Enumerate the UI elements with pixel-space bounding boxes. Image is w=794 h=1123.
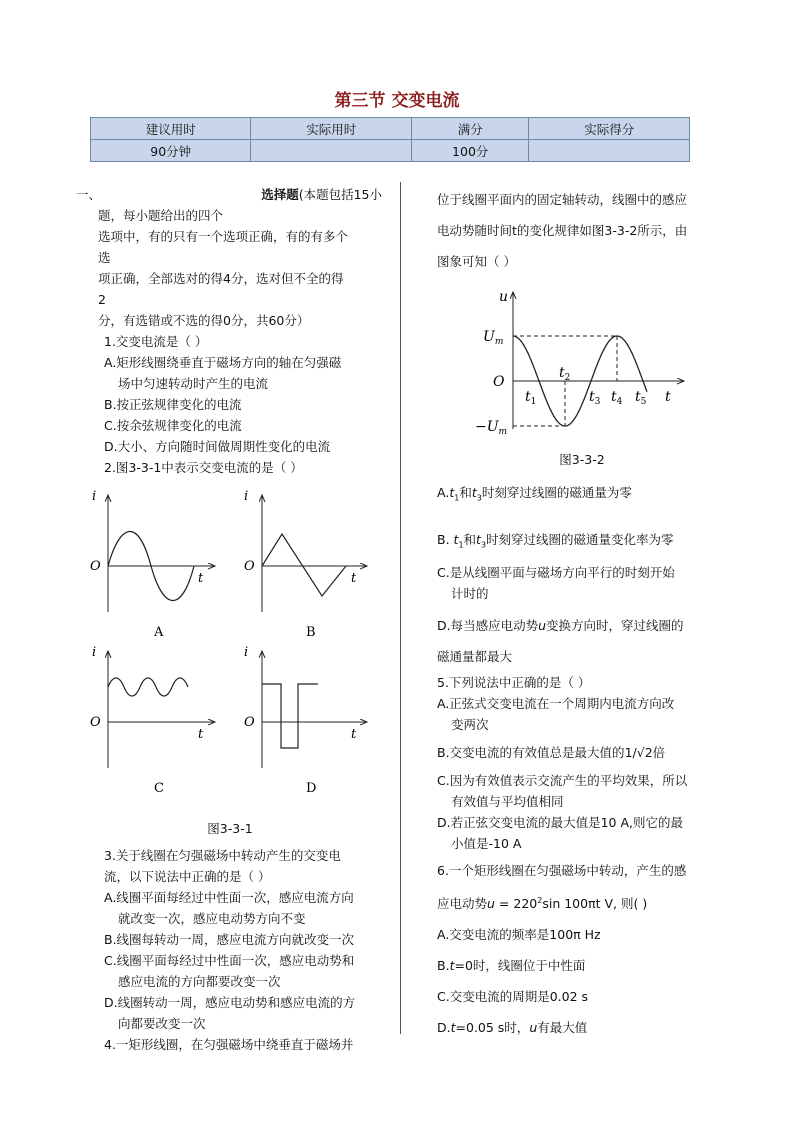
q5-option-c-1: C.因为有效值表示交流产生的平均效果，所以 <box>437 773 688 788</box>
section-title: 选择题 <box>261 187 299 202</box>
figure-3-3-2 <box>455 279 715 439</box>
q6-option-a: A.交变电流的频率是100π Hz <box>437 927 601 943</box>
graph-c-origin: O <box>90 715 101 730</box>
q3-option-c-1: C.线圈平面每经过中性面一次，感应电动势和 <box>104 953 355 968</box>
header-actual-score: 实际得分 <box>529 118 690 140</box>
fig2-t1: $t_1$ <box>525 389 537 407</box>
fig2-t3: $t_3$ <box>589 389 601 407</box>
q3-stem-2: 流，以下说法中正确的是（ ） <box>104 869 271 884</box>
q6-option-c: C.交变电流的周期是0.02 s <box>437 989 589 1005</box>
graph-d-axis-i: i <box>244 645 249 660</box>
fig2-neg-um: $-U_m$ <box>475 419 508 437</box>
fig2-axis-t: t <box>665 389 671 405</box>
q2-stem: 2.图3-3-1中表示交变电流的是（ ） <box>104 460 303 475</box>
q5-option-a-2: 变两次 <box>451 717 489 732</box>
q3-option-d-1: D.线圈转动一周，感应电动势和感应电流的方 <box>104 995 356 1010</box>
page-title: 第三节 交变电流 <box>334 91 460 111</box>
value-actual-time <box>251 140 411 162</box>
section-instruction-6: 分，有选错或不选的得0分，共60分） <box>98 313 310 328</box>
q6-option-d: D.t=0.05 s时，u有最大值 <box>437 1020 588 1036</box>
q1-option-a-1: A.矩形线圈绕垂直于磁场方向的轴在匀强磁 <box>104 355 342 370</box>
section-instruction-2: 选项中，有的只有一个选项正确，有的有多个 <box>98 229 349 244</box>
q5-option-a-1: A.正弦式交变电流在一个周期内电流方向改 <box>437 696 675 711</box>
q4-stem-4: 图象可知（ ） <box>437 254 516 269</box>
figure-3-3-1 <box>76 482 384 822</box>
q1-option-d: D.大小、方向随时间做周期性变化的电流 <box>104 439 331 454</box>
fig2-axis-u: u <box>499 289 509 305</box>
fig2-t4: $t_4$ <box>611 389 623 407</box>
q4-option-a: $A.t_1$和$t_3$时刻穿过线圈的磁通量为零 <box>437 485 632 503</box>
graph-a-label: A <box>154 625 164 640</box>
q1-option-b: B.按正弦规律变化的电流 <box>104 397 242 412</box>
graph-c <box>90 645 214 796</box>
graph-a-origin: O <box>90 559 101 574</box>
section-instruction-3: 选 <box>98 250 111 265</box>
fig2-t5: $t_5$ <box>635 389 647 407</box>
header-suggested-time: 建议用时 <box>91 118 251 140</box>
left-column <box>76 184 384 1055</box>
q3-option-c-2: 感应电流的方向都要改变一次 <box>118 974 281 989</box>
value-full-score: 100分 <box>411 140 529 162</box>
q4-stem-1: 4.一矩形线圈，在匀强磁场中绕垂直于磁场并 <box>104 1037 354 1052</box>
section-instruction-5: 2 <box>98 292 106 307</box>
q6-option-b: B.t=0时，线圈位于中性面 <box>437 958 586 974</box>
graph-d-origin: O <box>244 715 255 730</box>
q4-option-c-1: C.是从线圈平面与磁场方向平行的时刻开始 <box>437 565 675 580</box>
section-instruction-4: 项正确，全部选对的得4分，选对但不全的得 <box>98 271 344 286</box>
q4-option-d-2: 磁通量都最大 <box>437 649 513 664</box>
graph-b-axis-t: t <box>351 571 357 586</box>
header-full-score: 满分 <box>411 118 529 140</box>
info-table <box>90 117 690 162</box>
q5-option-d-1: D.若正弦交变电流的最大值是10 A,则它的最 <box>437 815 684 830</box>
q4-stem-3: 电动势随时间t的变化规律如图3-3-2所示，由 <box>437 223 688 238</box>
q1-stem: 1.交变电流是（ ） <box>104 334 208 349</box>
q3-option-a-1: A.线圈平面每经过中性面一次，感应电流方向 <box>104 890 354 905</box>
q1-option-c: C.按余弦规律变化的电流 <box>104 418 242 433</box>
value-suggested-time: 90分钟 <box>91 140 251 162</box>
graph-d-axis-t: t <box>351 727 357 742</box>
section-heading <box>76 184 384 205</box>
fig2-origin: O <box>493 374 505 390</box>
graph-b-label: B <box>306 625 316 640</box>
q4-stem-2: 位于线圈平面内的固定轴转动，线圈中的感应 <box>437 192 688 207</box>
graph-c-label: C <box>154 781 164 796</box>
graph-a-axis-t: t <box>198 571 204 586</box>
section-instruction-0: (本题包括15小 <box>298 187 382 202</box>
info-table-value-row <box>91 140 690 162</box>
q3-option-a-2: 就改变一次，感应电动势方向不变 <box>118 911 306 926</box>
fig2-t2: $t_2$ <box>559 365 571 383</box>
figure-3-3-1-caption: 图3-3-1 <box>207 821 253 836</box>
graph-c-axis-i: i <box>92 645 97 660</box>
graph-b <box>244 489 366 640</box>
graph-b-axis-i: i <box>244 489 249 504</box>
q6-stem-2: 应电动势$u = 220^2\sin$ 100πt V, 则( ) <box>437 896 648 912</box>
section-instruction-1: 题，每小题给出的四个 <box>98 208 224 223</box>
graph-a <box>90 489 214 640</box>
q3-stem-1: 3.关于线圈在匀强磁场中转动产生的交变电 <box>104 848 341 863</box>
graph-b-origin: O <box>244 559 255 574</box>
graph-c-axis-t: t <box>198 727 204 742</box>
q5-stem: 5.下列说法中正确的是（ ） <box>437 675 591 690</box>
q4-option-c-2: 计时的 <box>451 586 489 601</box>
q4-option-d-1: D.每当感应电动势u变换方向时，穿过线圈的 <box>437 618 684 633</box>
header-actual-time: 实际用时 <box>251 118 411 140</box>
column-divider <box>400 182 401 1034</box>
section-number: 一、 <box>76 187 102 202</box>
q3-option-b: B.线圈每转动一周，感应电流方向就改变一次 <box>104 932 355 947</box>
q3-option-d-2: 向都要改变一次 <box>118 1016 206 1031</box>
graph-d <box>244 645 366 796</box>
figure-3-3-2-caption: 图3-3-2 <box>559 452 605 467</box>
q5-option-b: B.交变电流的有效值总是最大值的1/√2倍 <box>437 745 666 760</box>
q1-option-a-2: 场中匀速转动时产生的电流 <box>118 376 269 391</box>
q5-option-c-2: 有效值与平均值相同 <box>451 794 564 809</box>
graph-a-axis-i: i <box>92 489 97 504</box>
q5-option-d-2: 小值是-10 A <box>451 836 522 851</box>
info-table-header-row <box>91 118 690 140</box>
right-column <box>437 184 727 1043</box>
value-actual-score <box>529 140 690 162</box>
graph-d-label: D <box>306 781 317 796</box>
fig2-um: $U_m$ <box>483 329 504 347</box>
q6-stem-1: 6.一个矩形线圈在匀强磁场中转动，产生的感 <box>437 863 687 878</box>
q4-option-b: B. $t_1$和$t_3$时刻穿过线圈的磁通量变化率为零 <box>437 531 674 549</box>
q5-option-b-fraction: 1/√2 <box>624 745 653 760</box>
